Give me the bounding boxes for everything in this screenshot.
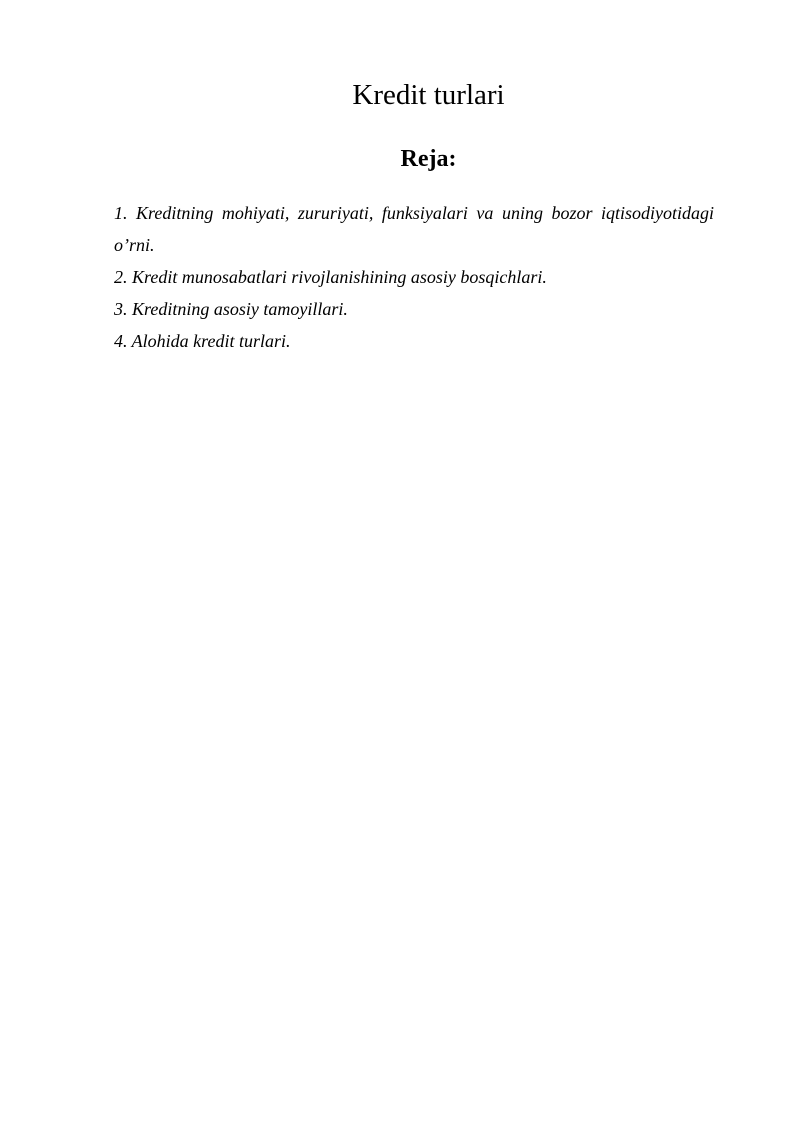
plan-item-1: 1. Kreditning mohiyati, zururiyati, funksiyalari va uning bozor iqtisodiyotidagi o’rni.: [114, 203, 714, 255]
plan-heading: Reja:: [400, 146, 457, 172]
plan-item-3: 3. Kreditning asosiy tamoyillari.: [114, 299, 348, 319]
document-title: Kredit turlari: [352, 79, 505, 111]
plan-item-4: 4. Alohida kredit turlari.: [114, 331, 291, 351]
plan-list: [114, 197, 714, 357]
plan-item-2: 2. Kredit munosabatlari rivojlanishining asosiy bosqichlari.: [114, 267, 547, 287]
